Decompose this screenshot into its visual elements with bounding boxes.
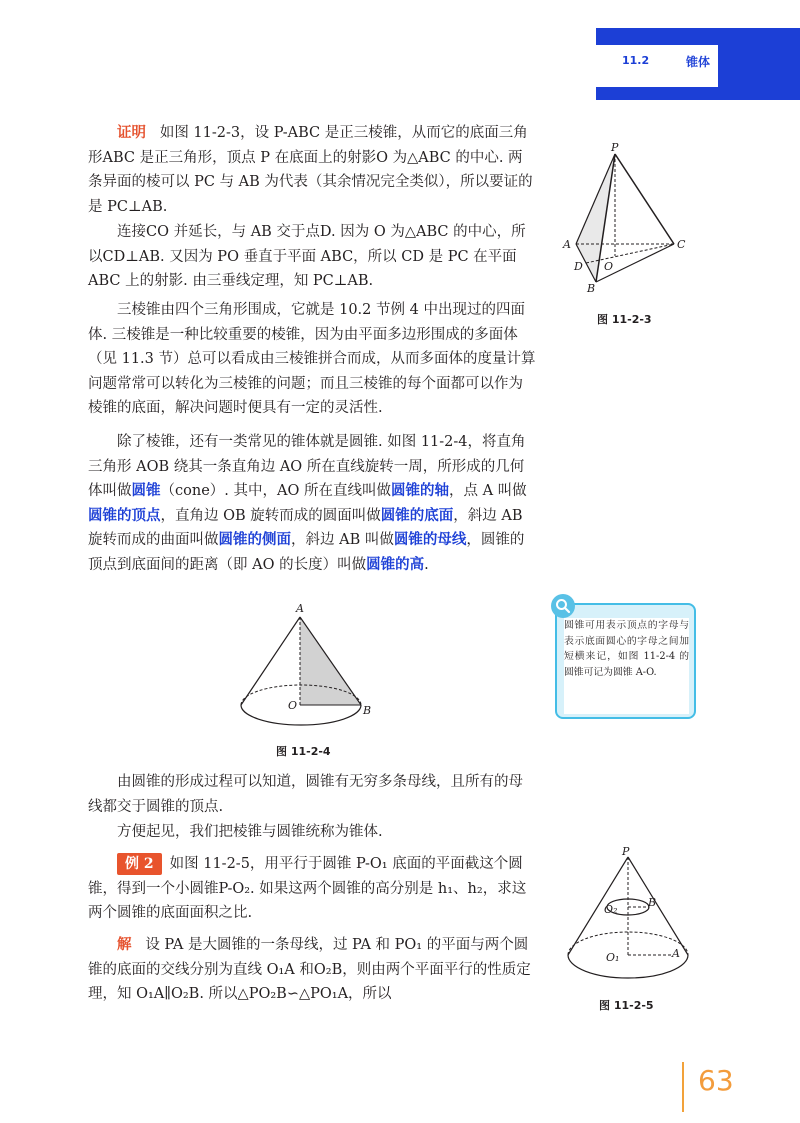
tetrahedron-paragraph: 三棱锥由四个三角形围成，它就是 10.2 节例 4 中出现过的四面体. 三棱锥是一种比较重要的棱锥，因为由平面多边形围成的多面体（见 11.3 节）总可以看成由三棱锥拼合而成，从而多面体的度量计算问题常常可以转化为三棱锥的问题；而且三棱锥的每个面都可以作为棱锥的底面，解决问题时便具有一定的灵活性. [88,302,536,417]
term-cone-height: 圆锥的高 [366,555,425,573]
section-label-O2: O₂ [604,903,618,916]
figure-cone-section [562,843,702,983]
tetra-label-A: A [563,238,571,251]
cone-text: ，圆锥的顶点到底面间的距离（即 AO 的长度）叫做 [88,532,525,573]
definition-paragraph: 方便起见，我们把棱锥与圆锥统称为锥体. [117,824,383,840]
page-number-rule [682,1062,684,1112]
term-cone-vertex: 圆锥的顶点 [88,506,161,524]
big-slant-PA [628,857,688,955]
edge-PC [615,154,674,244]
cone-text: ，直角边 OB 旋转而成的圆面叫做 [160,507,381,524]
proof-text-1: 如图 11-2-3，设 P-ABC 是正三棱锥，从而它的底面三角形ABC 是正三角形，顶点 P 在底面上的射影O 为△ABC 的中心. 两条异面的棱可以 PC 与 AB 为代表（其余情况完全类似），所以要证的是 PC⊥AB. [88,125,533,215]
generatrix-paragraph: 由圆锥的形成过程可以知道，圆锥有无穷多条母线，且所有的母线都交于圆锥的顶点. [88,774,523,815]
term-cone: 圆锥 [131,482,161,500]
solution-label: 解 [117,936,132,953]
side-note-text: 圆锥可用表示顶点的字母与表示底面圆心的字母之间加短横来记，如图 11-2-4 的圆锥可记为圆锥 A-O. [564,618,689,714]
cone-label-B: B [363,704,372,717]
term-cone-lateral-surface: 圆锥的侧面 [218,531,291,549]
figure-caption-11-2-5: 图 11-2-5 [599,999,654,1012]
example-paragraph [88,852,536,926]
tetra-label-C: C [677,238,686,251]
section-label-B: B [648,896,657,909]
section-label-O1: O₁ [606,951,620,964]
cone-text: 除了棱锥，还有一类常见的锥体就是圆锥. 如图 11-2-4，将直角三角形 AOB 绕其一条直角边 AO 所在直线旋转一周，所形成的几何体叫做 [88,434,526,500]
figure-cone [235,603,385,733]
term-cone-axis: 圆锥的轴 [390,482,449,500]
term-cone-base: 圆锥的底面 [380,506,454,524]
cone-definition-paragraph [88,430,536,578]
cone-text: . [424,556,429,573]
proof-paragraph-2: 连接CO 并延长，与 AB 交于点D. 因为 O 为△ABC 的中心，所以CD⊥AB. 又因为 PO 垂直于平面 ABC，所以 CD 是 PC 在平面 ABC 上的射影. 由三垂线定理，知 PC⊥AB. [88,224,526,290]
cone-text: ，点 A 叫做 [448,483,527,500]
magnifier-icon [551,594,575,618]
header-section-number: 11.2 [622,54,650,67]
example-text: 如图 11-2-5，用平行于圆锥 P-O₁ 底面的平面截这个圆锥，得到一个小圆锥P-O₂. 如果这两个圆锥的高分别是 h₁、h₂，求这两个圆锥的底面面积之比. [88,856,527,922]
tetra-label-O: O [604,260,614,273]
cone-label-O: O [288,699,298,712]
cone-slant-left [241,617,300,705]
figure-caption-11-2-4: 图 11-2-4 [276,745,331,758]
header-section-name: 锥体 [686,55,711,69]
large-base-front [568,955,688,978]
tetra-label-B: B [587,282,596,294]
term-cone-generatrix: 圆锥的母线 [393,531,467,549]
solution-paragraph [88,933,536,1007]
section-label-P: P [622,845,630,858]
cone-text: （cone）. 其中，AO 所在直线叫做 [160,483,391,500]
example-badge: 例 2 [117,853,162,875]
big-slant-left [568,857,628,955]
proof-label: 证明 [117,124,146,141]
tetra-label-D: D [574,260,583,273]
cone-label-A: A [296,603,304,615]
proof-paragraph-1 [88,121,536,219]
cone-text: ，斜边 AB 叫做 [291,532,394,549]
cone-base-front [241,705,361,725]
solution-text: 设 PA 是大圆锥的一条母线，过 PA 和 PO₁ 的平面与两个圆锥的底面的交线分别为直线 O₁A 和O₂B，则由两个平面平行的性质定理，知 O₁A∥O₂B. 所以△PO₂B∽△PO₁A，所以 [88,937,531,1003]
figure-tetrahedron [560,142,700,294]
section-label-A: A [672,947,680,960]
cone-text: ，斜边 AB 旋转而成的曲面叫做 [88,507,523,549]
figure-caption-11-2-3: 图 11-2-3 [597,313,652,326]
tetra-label-P: P [611,142,619,154]
page-number: 63 [698,1064,734,1097]
